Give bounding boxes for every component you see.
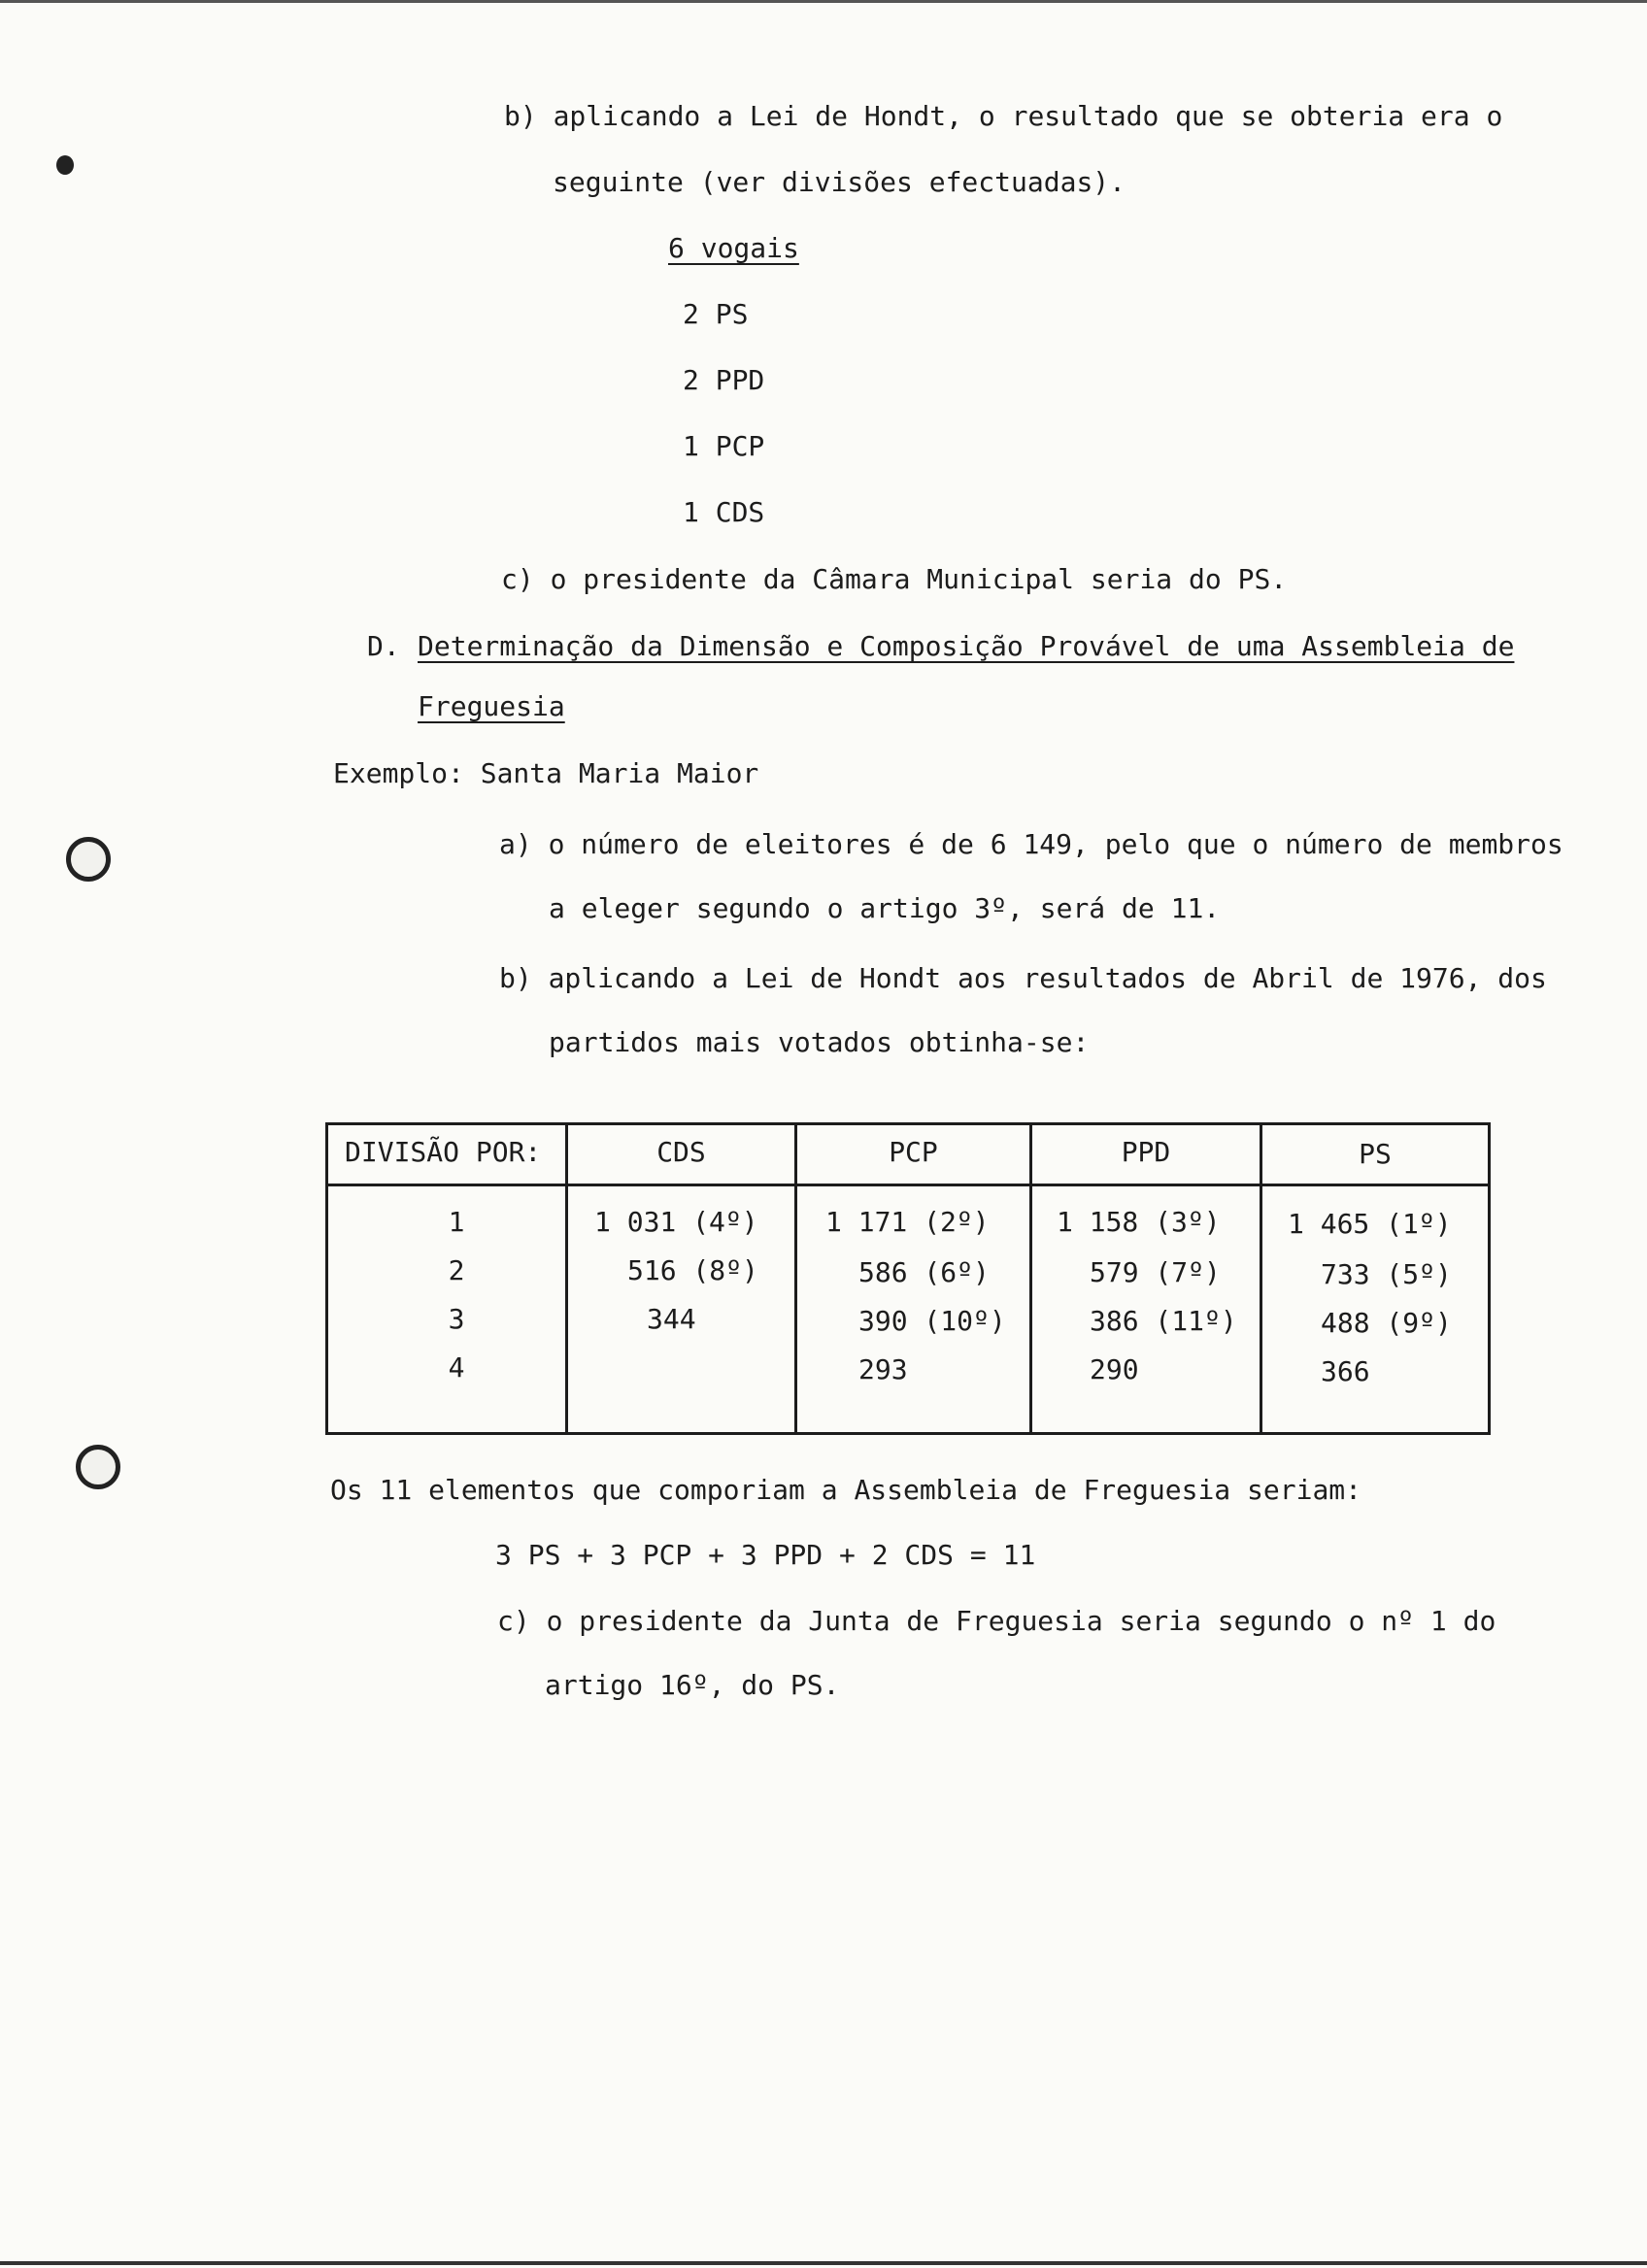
conclusion-text: Os 11 elementos que comporiam a Assembleia de Freguesia seriam: (330, 1474, 1362, 1506)
section-d-label: D. (367, 630, 400, 662)
row-4-pcp: 293 (858, 1353, 908, 1385)
row-4-divisor: 4 (448, 1351, 465, 1384)
row-3-pcp: 390 (10º) (858, 1305, 1006, 1337)
header-pcp: PCP (889, 1136, 938, 1168)
section-d-title-line2: Freguesia (418, 690, 565, 722)
row-1-ps: 1 465 (1º) (1288, 1208, 1452, 1240)
item-a-line2: a eleger segundo o artigo 3º, será de 11. (549, 892, 1221, 924)
table-divider (794, 1122, 797, 1435)
result-cds: 1 CDS (683, 496, 765, 528)
item-a-line1: a) o número de eleitores é de 6 149, pelo que o número de membros (499, 828, 1563, 860)
row-3-divisor: 3 (448, 1303, 465, 1335)
row-3-ps: 488 (9º) (1321, 1307, 1452, 1339)
table-header-rule (325, 1184, 1491, 1186)
row-3-ppd: 386 (11º) (1090, 1305, 1237, 1337)
table-divider (565, 1122, 568, 1435)
result-ps: 2 PS (683, 298, 749, 330)
row-1-ppd: 1 158 (3º) (1057, 1206, 1221, 1238)
punch-mark (56, 155, 74, 175)
section-d-title-line1: Determinação da Dimensão e Composição Provável de uma Assembleia de (418, 630, 1515, 662)
result-pcp: 1 PCP (683, 430, 765, 462)
table-divider (1029, 1122, 1032, 1435)
vogais-heading: 6 vogais (668, 232, 799, 264)
row-3-cds: 344 (647, 1303, 696, 1335)
row-4-ps: 366 (1321, 1355, 1370, 1387)
page-top-edge (0, 0, 1647, 3)
row-4-ppd: 290 (1090, 1353, 1139, 1385)
punch-hole-upper (66, 837, 111, 882)
header-cds: CDS (656, 1136, 706, 1168)
page-bottom-edge (0, 2261, 1647, 2265)
row-2-cds: 516 (8º) (627, 1254, 758, 1286)
row-1-divisor: 1 (448, 1206, 465, 1238)
punch-hole-lower (76, 1445, 120, 1489)
row-1-cds: 1 031 (4º) (594, 1206, 758, 1238)
item-b-top-line1: b) aplicando a Lei de Hondt, o resultado que se obteria era o (504, 100, 1503, 132)
item-c-top: c) o presidente da Câmara Municipal seria do PS. (501, 563, 1288, 595)
item-c-line1: c) o presidente da Junta de Freguesia seria segundo o nº 1 do (497, 1605, 1496, 1637)
item-c-line2: artigo 16º, do PS. (545, 1669, 840, 1701)
row-1-pcp: 1 171 (2º) (825, 1206, 990, 1238)
header-divisao: DIVISÃO POR: (345, 1136, 542, 1168)
row-2-pcp: 586 (6º) (858, 1256, 990, 1288)
composition-formula: 3 PS + 3 PCP + 3 PPD + 2 CDS = 11 (495, 1539, 1036, 1571)
row-2-ppd: 579 (7º) (1090, 1256, 1221, 1288)
example-label: Exemplo: Santa Maria Maior (333, 757, 759, 789)
row-2-ps: 733 (5º) (1321, 1258, 1452, 1290)
result-ppd: 2 PPD (683, 364, 765, 396)
header-ppd: PPD (1121, 1136, 1171, 1168)
item-b-line2: partidos mais votados obtinha-se: (549, 1026, 1090, 1058)
header-ps: PS (1359, 1138, 1392, 1170)
item-b-line1: b) aplicando a Lei de Hondt aos resultados de Abril de 1976, dos (499, 962, 1547, 994)
row-2-divisor: 2 (448, 1254, 465, 1286)
item-b-top-line2: seguinte (ver divisões efectuadas). (553, 166, 1126, 198)
